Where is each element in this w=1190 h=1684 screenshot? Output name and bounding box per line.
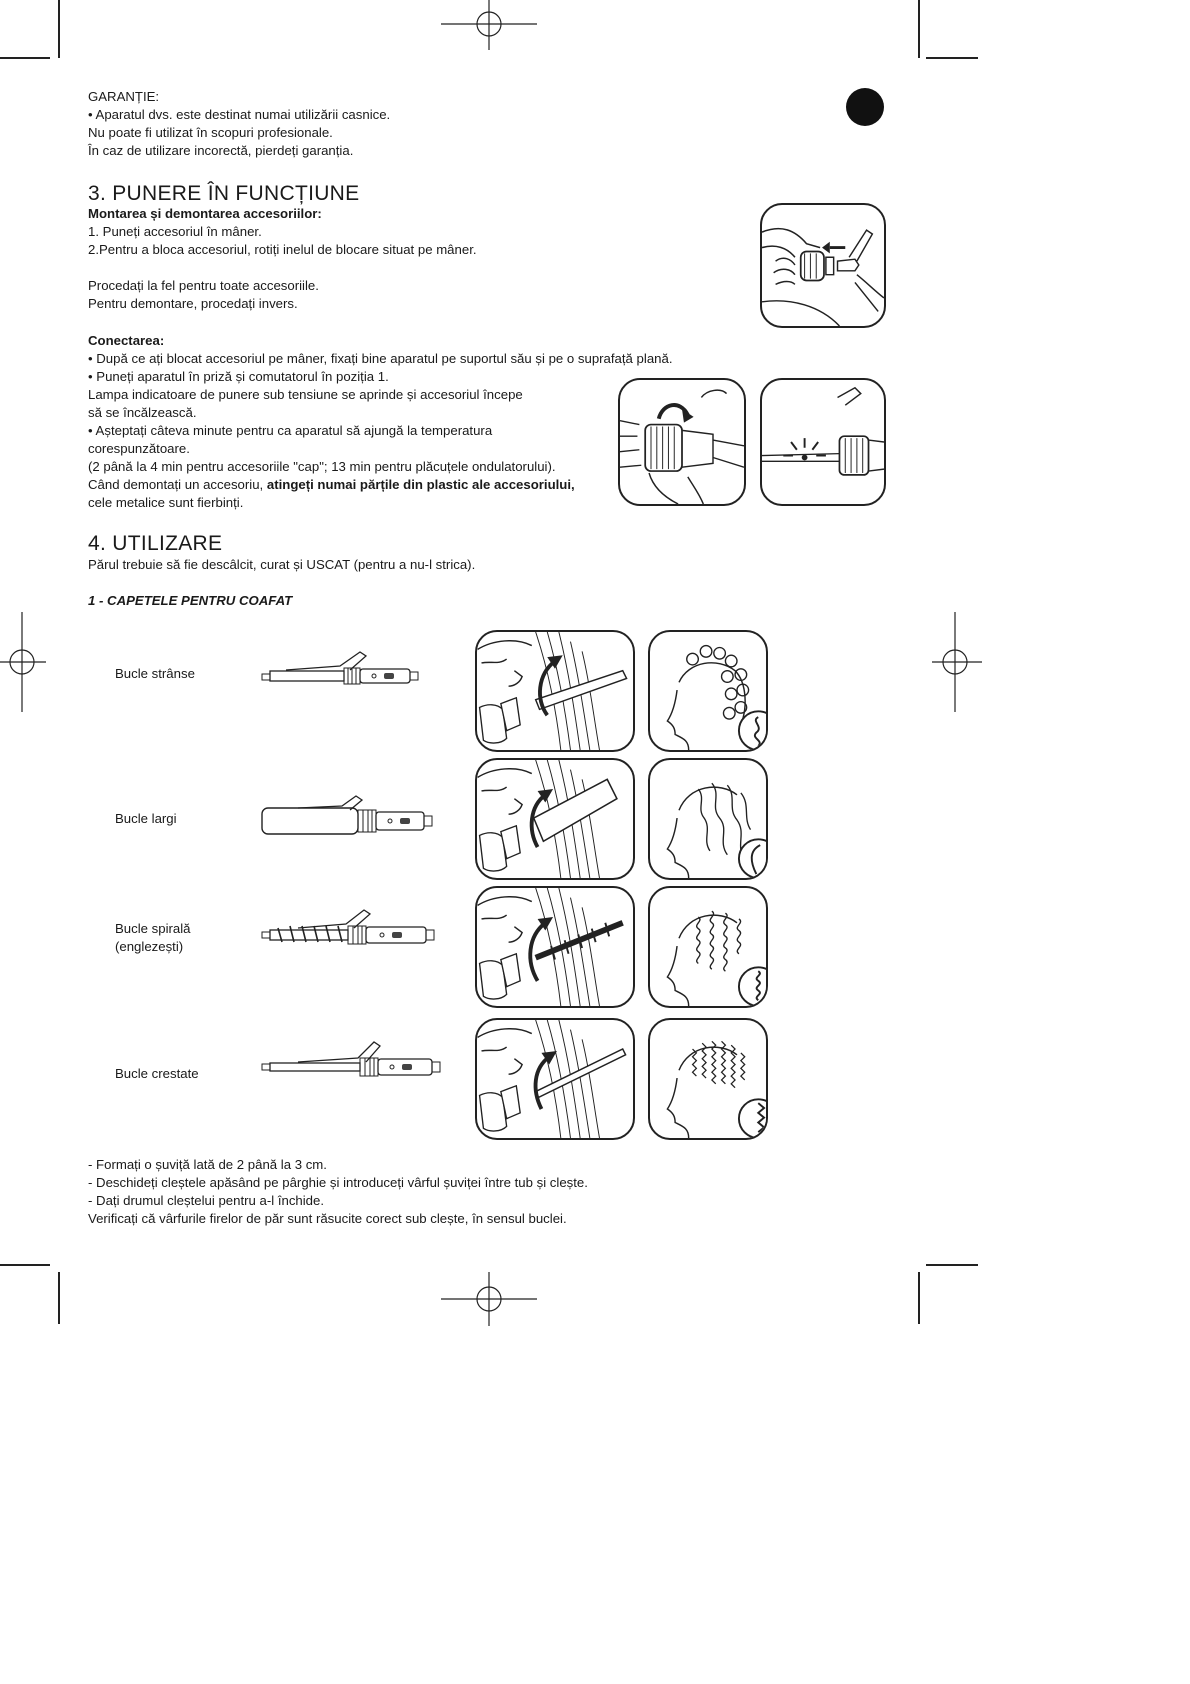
connect-title: Conectarea: xyxy=(88,333,165,348)
crimped-curl-tong-icon xyxy=(258,1036,458,1082)
warranty-line: Nu poate fi utilizat în scopuri profesionale. xyxy=(88,125,333,140)
connect-line: • După ce ați blocat accesoriul pe mâner, fixați bine aparatul pe suportul său și pe o suprafață plană. xyxy=(88,351,673,366)
spiral-curl-tong-icon xyxy=(258,906,448,952)
crop-mark xyxy=(58,0,60,58)
step-line: Verificați că vârfurile firelor de păr sunt răsucite corect sub clește, în sensul buclei. xyxy=(88,1211,567,1226)
crop-mark xyxy=(926,57,978,59)
warranty-line: • Aparatul dvs. este destinat numai utilizării casnice. xyxy=(88,107,391,122)
crop-mark xyxy=(926,1264,978,1266)
style-label: (englezești) xyxy=(115,939,184,954)
crop-mark xyxy=(0,1264,50,1266)
crosshair-icon xyxy=(441,1272,537,1326)
black-circle-icon xyxy=(846,88,884,126)
indicator-lamp-illustration xyxy=(760,378,886,506)
style-label: Bucle strânse xyxy=(115,666,195,681)
warranty-title: GARANȚIE: xyxy=(88,89,160,104)
step-line: - Formați o șuviță lată de 2 până la 3 cm. xyxy=(88,1157,327,1172)
crop-mark xyxy=(918,1272,920,1324)
mount-title: Montarea și demontarea accesoriilor: xyxy=(88,206,322,221)
warning-text: Când demontați un accesoriu, xyxy=(88,477,267,492)
step-line: - Deschideți cleștele apăsând pe pârghie și introduceți vârful șuviței între tub și clește. xyxy=(88,1175,588,1190)
large-curl-tong-icon xyxy=(258,794,448,840)
crosshair-icon xyxy=(0,612,46,712)
usage-panel-spiral xyxy=(475,886,635,1008)
lock-ring-illustration xyxy=(618,378,746,506)
warning-line: cele metalice sunt fierbinți. xyxy=(88,495,244,510)
result-panel-spiral xyxy=(648,886,768,1008)
usage-panel-large xyxy=(475,758,635,880)
mount-line: Pentru demontare, procedați invers. xyxy=(88,296,298,311)
usage-panel-crimped xyxy=(475,1018,635,1140)
result-panel-crimped xyxy=(648,1018,768,1140)
connect-line: corespunzătoare. xyxy=(88,441,190,456)
connect-line: • Așteptați câteva minute pentru ca aparatul să ajungă la temperatura xyxy=(88,423,493,438)
warning-line xyxy=(88,476,575,495)
style-label: Bucle spirală xyxy=(115,921,191,936)
tight-curl-tong-icon xyxy=(258,648,438,688)
warning-bold-text: atingeți numai părțile din plastic ale accesoriului, xyxy=(266,477,575,492)
mount-accessory-illustration xyxy=(760,203,886,328)
result-panel-large xyxy=(648,758,768,880)
style-label: Bucle largi xyxy=(115,811,177,826)
crop-mark xyxy=(918,0,920,58)
warranty-line: În caz de utilizare incorectă, pierdeți garanția. xyxy=(88,143,354,158)
crosshair-icon xyxy=(441,0,537,50)
crop-mark xyxy=(0,57,50,59)
style-label: Bucle crestate xyxy=(115,1066,199,1081)
connect-line: Lampa indicatoare de punere sub tensiune se aprinde și accesoriul începe xyxy=(88,387,523,402)
step-line: - Dați drumul cleștelui pentru a-l închide. xyxy=(88,1193,325,1208)
result-panel-tight xyxy=(648,630,768,752)
usage-panel-tight xyxy=(475,630,635,752)
crosshair-icon xyxy=(928,612,982,712)
section-heading: 4. UTILIZARE xyxy=(88,532,223,555)
connect-line: să se încălzească. xyxy=(88,405,197,420)
intro-text: Părul trebuie să fie descâlcit, curat și USCAT (pentru a nu-l strica). xyxy=(88,557,476,572)
connect-line: (2 până la 4 min pentru accesoriile "cap"; 13 min pentru plăcuțele ondulatorului). xyxy=(88,459,556,474)
mount-line: Procedați la fel pentru toate accesoriile. xyxy=(88,278,319,293)
section-heading: 3. PUNERE ÎN FUNCȚIUNE xyxy=(88,182,360,205)
mount-line: 1. Puneți accesoriul în mâner. xyxy=(88,224,262,239)
connect-line: • Puneți aparatul în priză și comutatorul în poziția 1. xyxy=(88,369,389,384)
crop-mark xyxy=(58,1272,60,1324)
subheading: 1 - CAPETELE PENTRU COAFAT xyxy=(88,593,293,608)
mount-line: 2.Pentru a bloca accesoriul, rotiți inelul de blocare situat pe mâner. xyxy=(88,242,477,257)
